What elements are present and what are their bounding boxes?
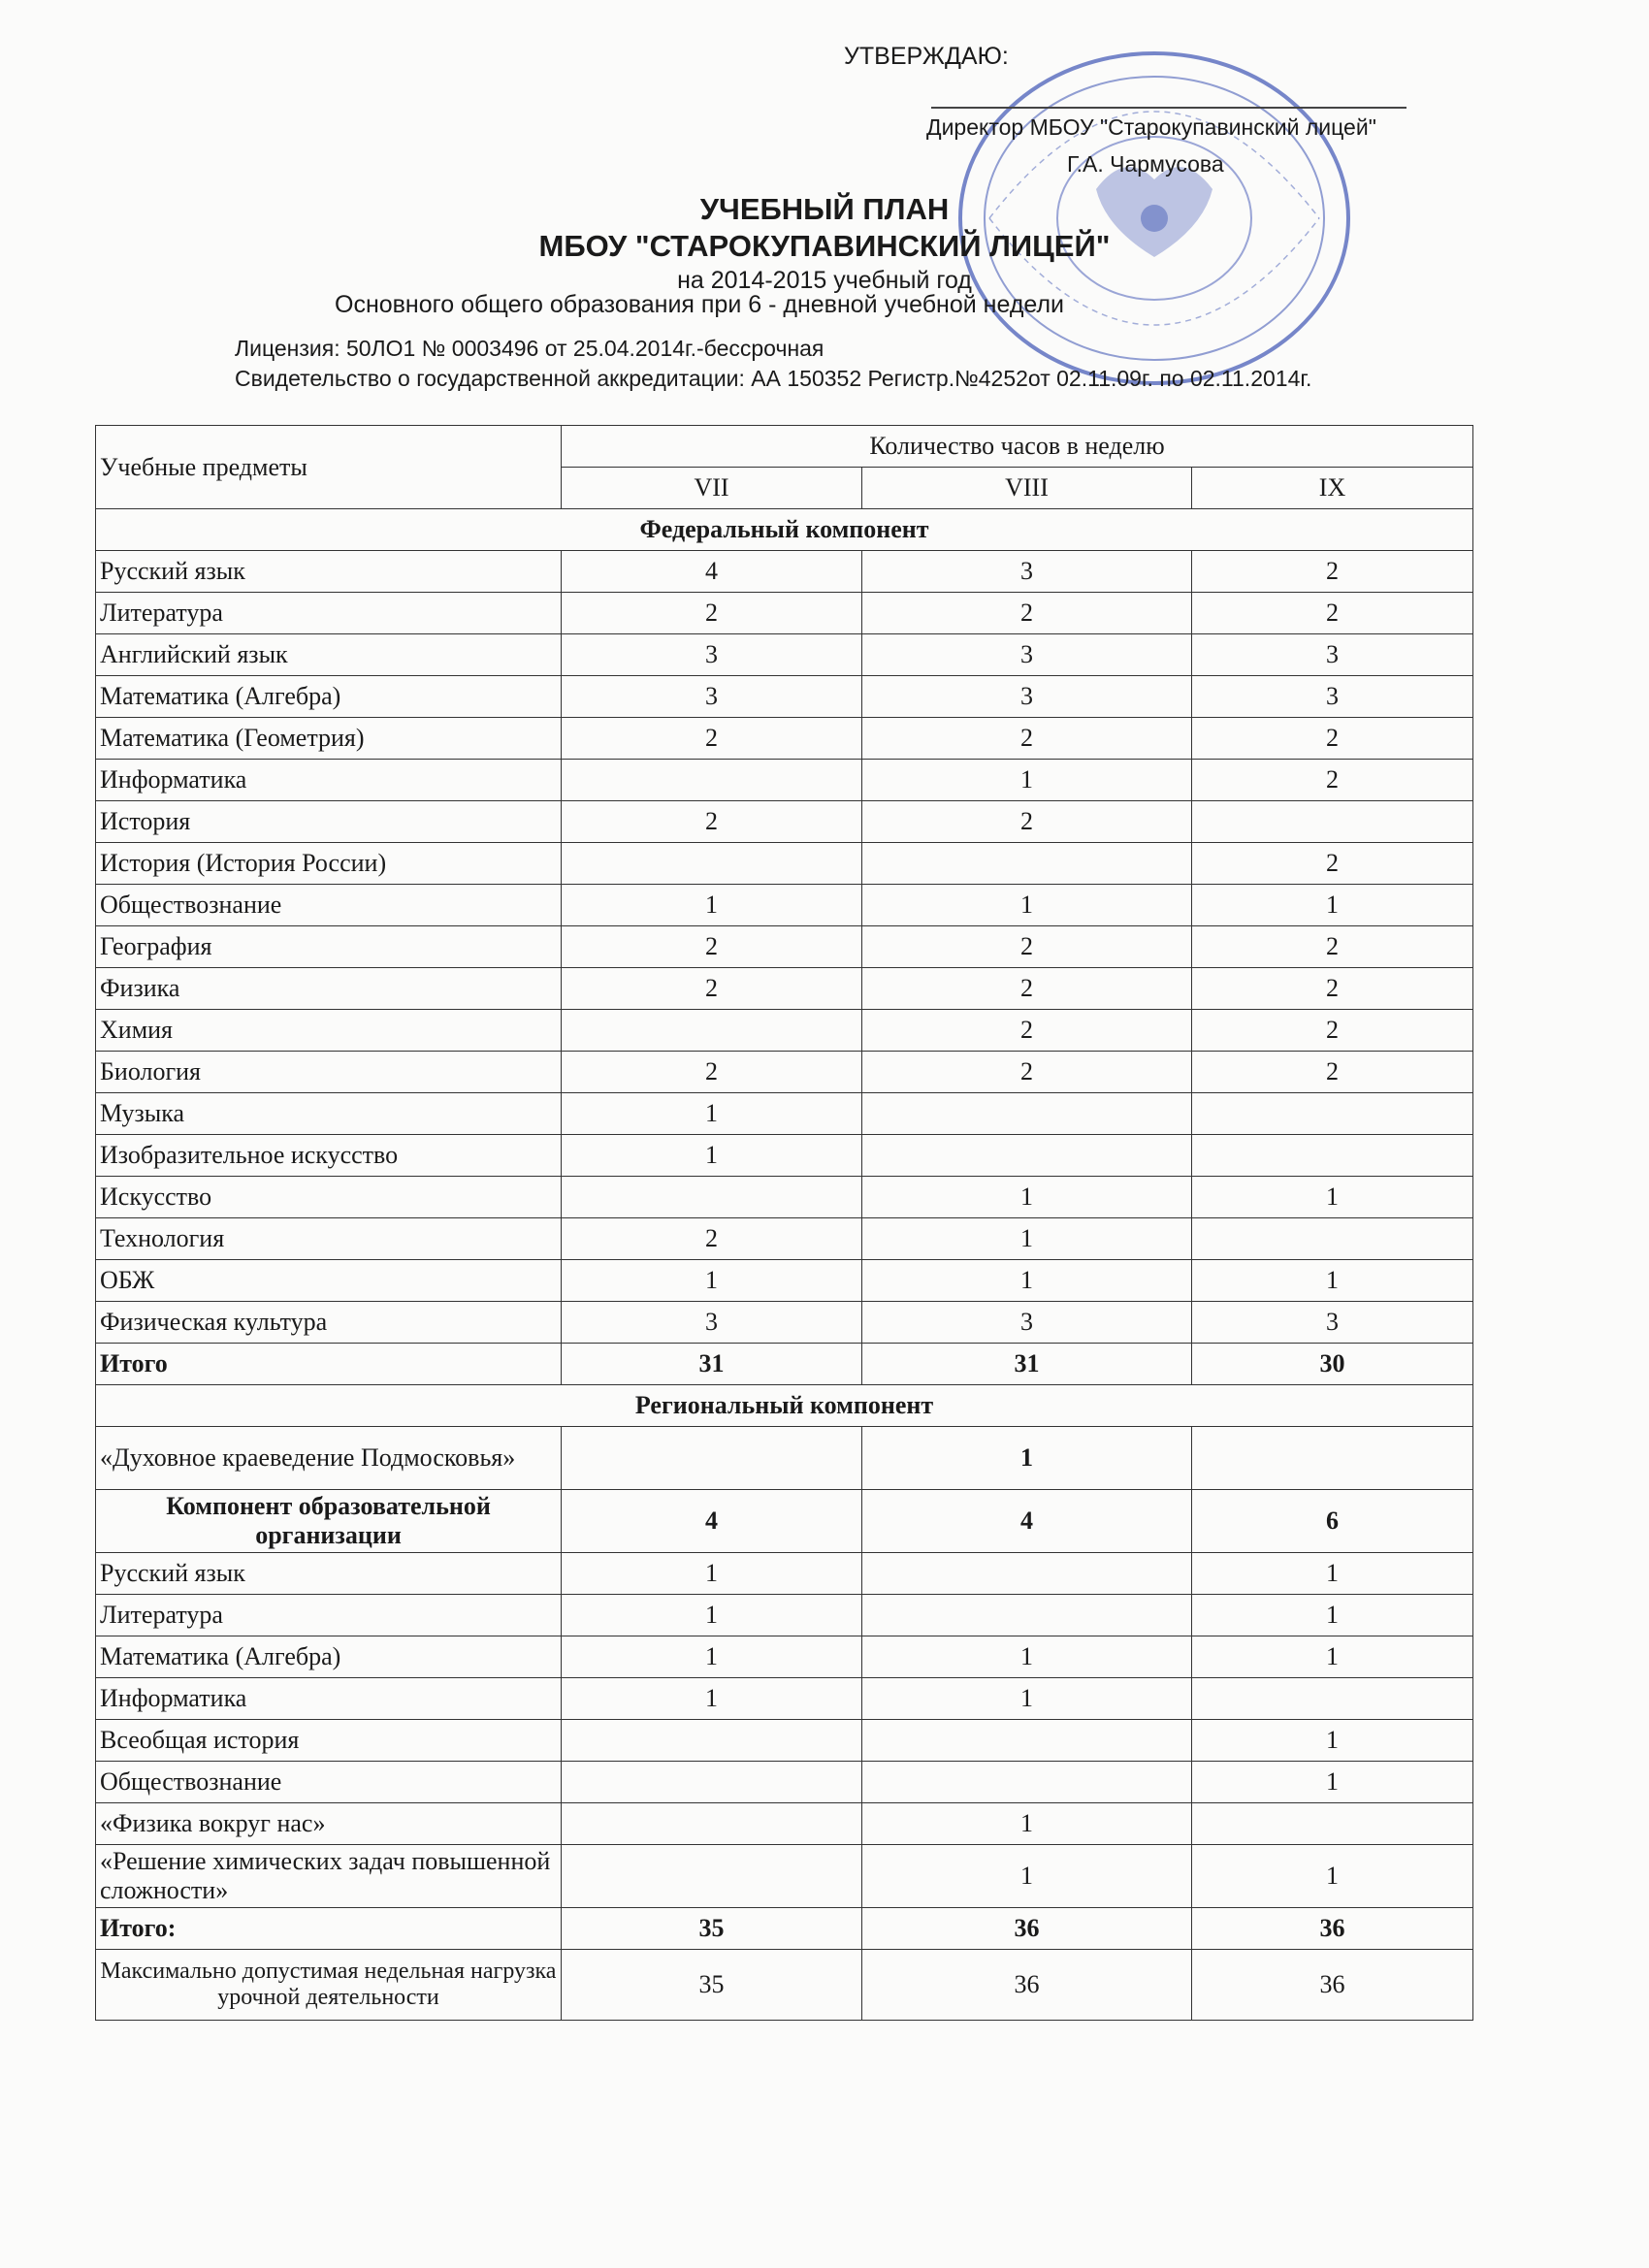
- hours-cell: 1: [562, 1678, 862, 1720]
- hours-cell: 1: [1192, 885, 1473, 926]
- hours-cell: 2: [1192, 760, 1473, 801]
- table-row: [96, 1762, 1473, 1803]
- hours-cell: 1: [562, 1260, 862, 1302]
- table-row: [96, 551, 1473, 593]
- hours-cell: [562, 1845, 862, 1908]
- signatory-name: Г.А. Чармусова: [1067, 151, 1224, 177]
- hours-cell: 3: [862, 551, 1192, 593]
- table-row: [96, 968, 1473, 1010]
- hours-cell: 2: [1192, 718, 1473, 760]
- max-load-cell: 35: [562, 1950, 862, 2021]
- hours-cell: 3: [1192, 634, 1473, 676]
- director-title: Директор МБОУ "Старокупавинский лицей": [926, 114, 1376, 140]
- subject-name: География: [96, 926, 562, 968]
- hours-cell: 2: [1192, 968, 1473, 1010]
- hours-cell: 1: [862, 1260, 1192, 1302]
- table-row: [96, 718, 1473, 760]
- max-load-label: Максимально допустимая недельная нагрузка урочной деятельности: [96, 1950, 562, 2021]
- hours-cell: 2: [862, 1052, 1192, 1093]
- table-row: [96, 801, 1473, 843]
- hours-cell: [562, 1720, 862, 1762]
- subject-name: Английский язык: [96, 634, 562, 676]
- subject-name: Всеобщая история: [96, 1720, 562, 1762]
- hours-cell: 4: [562, 551, 862, 593]
- subject-name: Изобразительное искусство: [96, 1135, 562, 1177]
- subject-name: Информатика: [96, 1678, 562, 1720]
- hours-cell: 1: [1192, 1260, 1473, 1302]
- grade-header: VII: [562, 468, 862, 509]
- hours-cell: [562, 843, 862, 885]
- hours-cell: 1: [562, 1093, 862, 1135]
- hours-cell: 1: [1192, 1720, 1473, 1762]
- table-row: [96, 926, 1473, 968]
- hours-cell: 3: [562, 1302, 862, 1344]
- subject-name: Литература: [96, 1595, 562, 1636]
- hours-cell: [562, 1427, 862, 1490]
- hours-cell: [1192, 1093, 1473, 1135]
- table-row: [96, 760, 1473, 801]
- hours-cell: [862, 1762, 1192, 1803]
- table-row: [96, 1302, 1473, 1344]
- hours-cell: [862, 1553, 1192, 1595]
- total-cell: 31: [862, 1344, 1192, 1385]
- hours-cell: 1: [562, 1595, 862, 1636]
- hours-cell: 1: [1192, 1595, 1473, 1636]
- subject-name: История: [96, 801, 562, 843]
- table-row: [96, 676, 1473, 718]
- hours-cell: [562, 1010, 862, 1052]
- hours-cell: 1: [862, 1845, 1192, 1908]
- hours-cell: 1: [862, 1218, 1192, 1260]
- hours-cell: 3: [862, 634, 1192, 676]
- hours-cell: 2: [1192, 551, 1473, 593]
- grade-header: IX: [1192, 468, 1473, 509]
- school-component-label: Компонент образовательной организации: [96, 1490, 562, 1553]
- subject-name: ОБЖ: [96, 1260, 562, 1302]
- table-row: [96, 1595, 1473, 1636]
- hours-cell: 2: [862, 801, 1192, 843]
- subject-name: «Физика вокруг нас»: [96, 1803, 562, 1845]
- subject-name: Искусство: [96, 1177, 562, 1218]
- hours-cell: 1: [1192, 1845, 1473, 1908]
- hours-cell: 3: [562, 634, 862, 676]
- subject-name: Русский язык: [96, 1553, 562, 1595]
- school-name: МБОУ "СТАРОКУПАВИНСКИЙ ЛИЦЕЙ": [538, 229, 1111, 263]
- hours-cell: 1: [562, 1553, 862, 1595]
- hours-cell: 2: [862, 593, 1192, 634]
- hours-cell: [862, 1720, 1192, 1762]
- regional-subject: «Духовное краеведение Подмосковья»: [96, 1427, 562, 1490]
- hours-cell: [1192, 1218, 1473, 1260]
- hours-cell: 1: [1192, 1553, 1473, 1595]
- hours-cell: 2: [562, 593, 862, 634]
- academic-year: на 2014-2015 учебный год: [677, 267, 972, 294]
- table-row: [96, 1636, 1473, 1678]
- subject-name: Обществознание: [96, 885, 562, 926]
- max-load-cell: 36: [1192, 1950, 1473, 2021]
- hours-cell: 1: [862, 1803, 1192, 1845]
- hours-cell: 2: [1192, 1010, 1473, 1052]
- hours-cell: [862, 1093, 1192, 1135]
- grade-header: VIII: [862, 468, 1192, 509]
- total-cell: 36: [1192, 1908, 1473, 1950]
- table-row: [96, 1135, 1473, 1177]
- signature-line: [931, 107, 1406, 109]
- table-row: [96, 1010, 1473, 1052]
- total-cell: 31: [562, 1344, 862, 1385]
- table-row: [96, 1553, 1473, 1595]
- hours-cell: 2: [1192, 926, 1473, 968]
- hours-cell: [862, 1135, 1192, 1177]
- hours-cell: 3: [862, 1302, 1192, 1344]
- hours-cell: 1: [862, 1678, 1192, 1720]
- subject-name: История (История России): [96, 843, 562, 885]
- total-cell: 35: [562, 1908, 862, 1950]
- subject-name: Химия: [96, 1010, 562, 1052]
- approval-label: УТВЕРЖДАЮ:: [844, 43, 1009, 70]
- subject-name: Математика (Геометрия): [96, 718, 562, 760]
- hours-cell: 2: [862, 718, 1192, 760]
- federal-section-title: Федеральный компонент: [96, 509, 1473, 551]
- subject-name: Технология: [96, 1218, 562, 1260]
- hours-header: Количество часов в неделю: [562, 426, 1473, 468]
- hours-cell: 2: [562, 718, 862, 760]
- hours-cell: 2: [1192, 593, 1473, 634]
- subject-name: Математика (Алгебра): [96, 1636, 562, 1678]
- table-row: [96, 1093, 1473, 1135]
- max-load-cell: 36: [862, 1950, 1192, 2021]
- table-row: [96, 634, 1473, 676]
- hours-cell: 2: [862, 926, 1192, 968]
- hours-cell: 3: [862, 676, 1192, 718]
- subject-name: Литература: [96, 593, 562, 634]
- table-row: [96, 1260, 1473, 1302]
- hours-cell: 2: [1192, 843, 1473, 885]
- hours-cell: 1: [862, 1636, 1192, 1678]
- component-cell: 4: [862, 1490, 1192, 1553]
- hours-cell: 2: [562, 926, 862, 968]
- regional-section-title: Региональный компонент: [96, 1385, 1473, 1427]
- hours-cell: 3: [1192, 676, 1473, 718]
- hours-cell: 1: [862, 760, 1192, 801]
- hours-cell: [562, 1177, 862, 1218]
- hours-cell: [862, 843, 1192, 885]
- hours-cell: [1192, 1678, 1473, 1720]
- hours-cell: 1: [562, 1135, 862, 1177]
- hours-cell: 1: [1192, 1762, 1473, 1803]
- hours-cell: 3: [562, 676, 862, 718]
- hours-cell: 2: [562, 1218, 862, 1260]
- subject-name: Музыка: [96, 1093, 562, 1135]
- hours-cell: 2: [562, 801, 862, 843]
- hours-cell: 2: [862, 1010, 1192, 1052]
- hours-cell: 1: [1192, 1636, 1473, 1678]
- hours-cell: 3: [1192, 1302, 1473, 1344]
- hours-cell: 1: [862, 1427, 1192, 1490]
- license-info: Лицензия: 50ЛО1 № 0003496 от 25.04.2014г.-бессрочная: [235, 336, 824, 361]
- subject-name: Русский язык: [96, 551, 562, 593]
- document-title: УЧЕБНЫЙ ПЛАН: [699, 192, 950, 226]
- hours-cell: 1: [1192, 1177, 1473, 1218]
- curriculum-table: [95, 425, 1473, 2021]
- table-row: [96, 843, 1473, 885]
- grand-total-label: Итого:: [96, 1908, 562, 1950]
- component-cell: 4: [562, 1490, 862, 1553]
- hours-cell: [1192, 1427, 1473, 1490]
- accreditation-info: Свидетельство о государственной аккредитации: АА 150352 Регистр.№4252от 02.11.09г. по 02.11.2014г.: [235, 366, 1312, 391]
- education-level: Основного общего образования при 6 - дневной учебной недели: [335, 291, 1065, 318]
- hours-cell: [562, 1762, 862, 1803]
- hours-cell: [562, 1803, 862, 1845]
- hours-cell: [562, 760, 862, 801]
- component-cell: 6: [1192, 1490, 1473, 1553]
- hours-cell: 2: [562, 1052, 862, 1093]
- total-cell: 36: [862, 1908, 1192, 1950]
- hours-cell: 2: [562, 968, 862, 1010]
- hours-cell: [1192, 1135, 1473, 1177]
- hours-cell: 1: [562, 1636, 862, 1678]
- hours-cell: 1: [862, 1177, 1192, 1218]
- table-row: [96, 1177, 1473, 1218]
- subject-name: Математика (Алгебра): [96, 676, 562, 718]
- table-row: [96, 1052, 1473, 1093]
- federal-total-label: Итого: [96, 1344, 562, 1385]
- table-row: [96, 1803, 1473, 1845]
- subjects-header: Учебные предметы: [96, 426, 562, 509]
- table-row: [96, 1678, 1473, 1720]
- chemistry-elective-subject: «Решение химических задач повышенной сложности»: [96, 1845, 562, 1908]
- subject-name: Физическая культура: [96, 1302, 562, 1344]
- subject-name: Обществознание: [96, 1762, 562, 1803]
- total-cell: 30: [1192, 1344, 1473, 1385]
- subject-name: Физика: [96, 968, 562, 1010]
- table-row: [96, 885, 1473, 926]
- hours-cell: [1192, 801, 1473, 843]
- hours-cell: [862, 1595, 1192, 1636]
- subject-name: Биология: [96, 1052, 562, 1093]
- table-row: [96, 1720, 1473, 1762]
- table-row: [96, 593, 1473, 634]
- hours-cell: [1192, 1803, 1473, 1845]
- hours-cell: 1: [862, 885, 1192, 926]
- hours-cell: 1: [562, 885, 862, 926]
- table-row: [96, 1218, 1473, 1260]
- subject-name: Информатика: [96, 760, 562, 801]
- hours-cell: 2: [862, 968, 1192, 1010]
- hours-cell: 2: [1192, 1052, 1473, 1093]
